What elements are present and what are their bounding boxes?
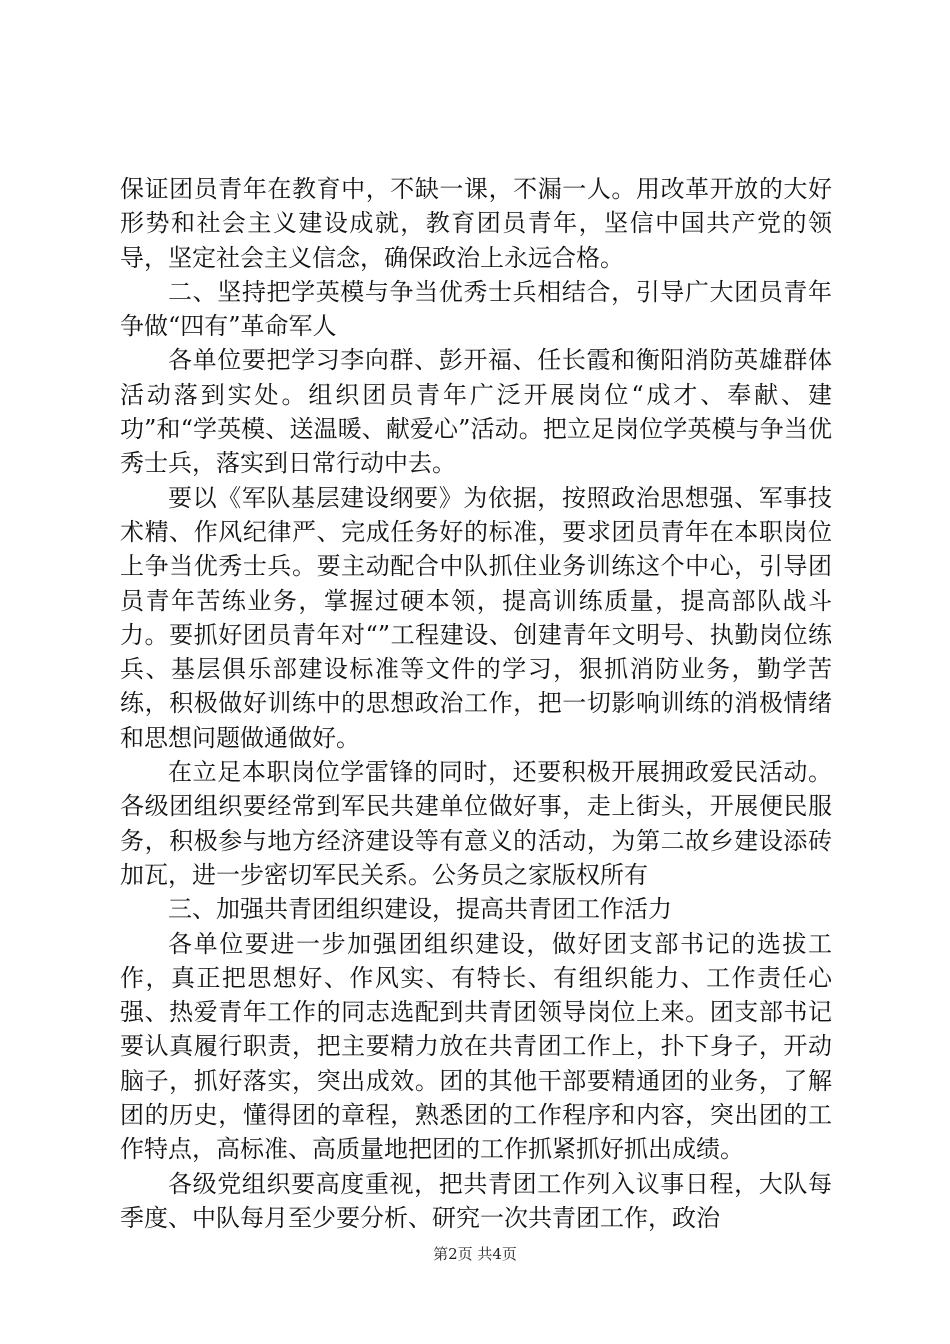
page-number-footer: 第2页 共4页 [433, 1245, 517, 1263]
paragraph-7: 各单位要进一步加强团组织建设，做好团支部书记的选拔工作，真正把思想好、作风实、有特长、有组织能力、工作责任心强、热爱青年工作的同志选配到共青团领导岗位上来。团支部书记要认真履行职责，把主要精力放在共青团工作上，扑下身子，开动脑子，抓好落实，突出成效。团的其他干部要精通团的业务，了解团的历史，懂得团的章程，熟悉团的工作程序和内容，突出团的工作特点，高标准、高质量地把团的工作抓紧抓好抓出成绩。 [120, 929, 832, 1164]
document-body [120, 172, 832, 1235]
section-heading-3: 三、加强共青团组织建设，提高共青团工作活力 [168, 895, 672, 924]
section-heading-2: 二、坚持把学英模与争当优秀士兵相结合，引导广大团员青年争做“四有”革命军人 [120, 277, 832, 341]
paragraph-5: 在立足本职岗位学雷锋的同时，还要积极开展拥政爱民活动。各级团组织要经常到军民共建单位做好事，走上街头，开展便民服务，积极参与地方经济建设等有意义的活动，为第二故乡建设添砖加瓦，进一步密切军民关系。公务员之家版权所有 [120, 758, 832, 889]
paragraph-4: 要以《军队基层建设纲要》为依据，按照政治思想强、军事技术精、作风纪律严、完成任务好的标准，要求团员青年在本职岗位上争当优秀士兵。要主动配合中队抓住业务训练这个中心，引导团员青年苦练业务，掌握过硬本领，提高训练质量，提高部队战斗力。要抓好团员青年对“”工程建设、创建青年文明号、执勤岗位练兵、基层俱乐部建设标准等文件的学习，狠抓消防业务，勤学苦练，积极做好训练中的思想政治工作，把一切影响训练的消极情绪和思想问题做通做好。 [120, 483, 832, 752]
paragraph-8: 各级党组织要高度重视，把共青团工作列入议事日程，大队每季度、中队每月至少要分析、研究一次共青团工作，政治 [120, 1169, 832, 1232]
paragraph-3: 各单位要把学习李向群、彭开福、任长霞和衡阳消防英雄群体活动落到实处。组织团员青年广泛开展岗位“成才、奉献、建功”和“学英模、送温暖、献爱心”活动。把立足岗位学英模与争当优秀士兵，落实到日常行动中去。 [120, 346, 832, 478]
paragraph-1: 保证团员青年在教育中，不缺一课，不漏一人。用改革开放的大好形势和社会主义建设成就，教育团员青年，坚信中国共产党的领导，坚定社会主义信念，确保政治上永远合格。 [120, 175, 832, 272]
